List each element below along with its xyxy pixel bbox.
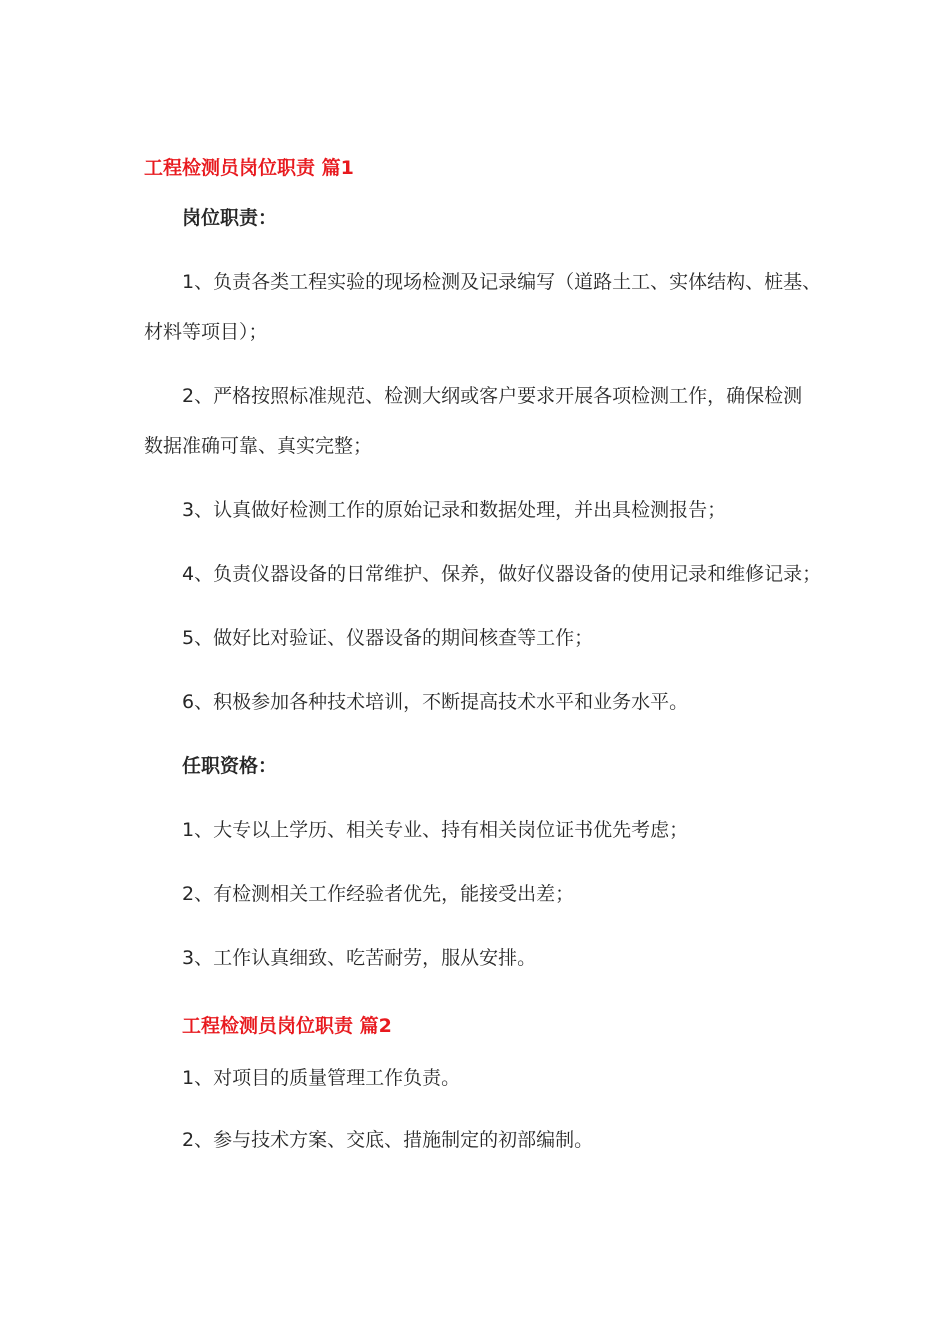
duty-2-line-1: 2、严格按照标准规范、检测大纲或客户要求开展各项检测工作，确保检测 (182, 385, 803, 407)
section2-title: 工程检测员岗位职责 篇2 (182, 1015, 392, 1037)
duty-4: 4、负责仪器设备的日常维护、保养，做好仪器设备的使用记录和维修记录； (182, 563, 822, 585)
qualifications-heading: 任职资格： (182, 755, 278, 777)
duty-6: 6、积极参加各种技术培训，不断提高技术水平和业务水平。 (182, 691, 689, 713)
section2-item-2: 2、参与技术方案、交底、措施制定的初部编制。 (182, 1129, 594, 1151)
duty-1-line-2: 材料等项目）； (144, 321, 268, 343)
qualification-3: 3、工作认真细致、吃苦耐劳，服从安排。 (182, 947, 537, 969)
duty-3: 3、认真做好检测工作的原始记录和数据处理，并出具检测报告； (182, 499, 727, 521)
duty-1-line-1: 1、负责各类工程实验的现场检测及记录编写（道路土工、实体结构、桩基、 (182, 271, 822, 293)
duties-heading: 岗位职责： (182, 207, 278, 229)
duty-5: 5、做好比对验证、仪器设备的期间核查等工作； (182, 627, 594, 649)
section1-title: 工程检测员岗位职责 篇1 (144, 157, 354, 179)
qualification-1: 1、大专以上学历、相关专业、持有相关岗位证书优先考虑； (182, 819, 689, 841)
duty-2-line-2: 数据准确可靠、真实完整； (144, 435, 373, 457)
section2-item-1: 1、对项目的质量管理工作负责。 (182, 1067, 461, 1089)
qualification-2: 2、有检测相关工作经验者优先，能接受出差； (182, 883, 575, 905)
